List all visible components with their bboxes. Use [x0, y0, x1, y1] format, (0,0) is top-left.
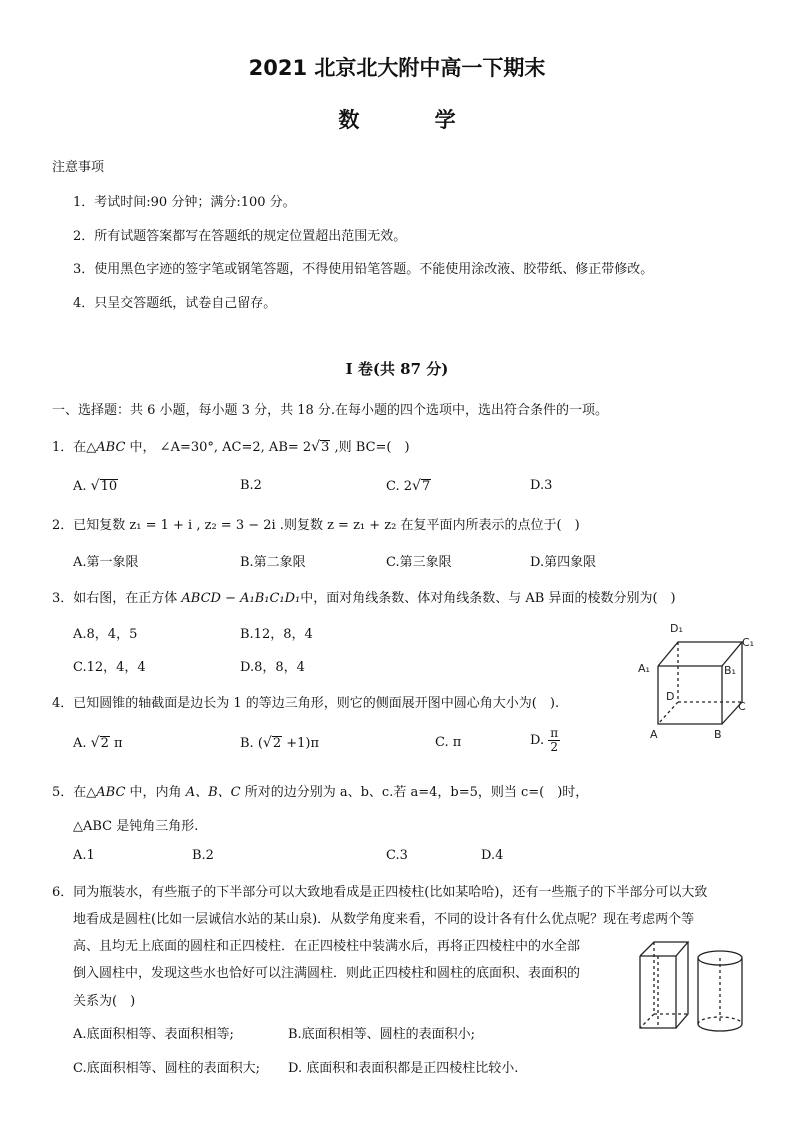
q4-b-post: +1)π	[282, 736, 320, 751]
q1-post: ,则 BC=( )	[330, 440, 410, 455]
question-6-line4: 倒入圆柱中，发现这些水也恰好可以注满圆柱．则此正四棱柱和圆柱的底面积、表面积的	[73, 966, 581, 981]
q5-triangle: ABC	[96, 785, 126, 800]
subject-title: 数 学	[338, 108, 490, 132]
question-5-line2: △ABC 是钝角三角形.	[73, 819, 199, 834]
q5-option-b: B.2	[192, 848, 214, 863]
cylinder-sketch	[698, 951, 742, 1031]
q2-option-c: C.第三象限	[386, 555, 452, 570]
q5-option-c: C.3	[386, 848, 408, 863]
question-1-stem: 1．在△ABC 中， ∠A=30°, AC=2, AB= 2√3 ,则 BC=( )	[52, 439, 410, 455]
q4-d-fraction	[548, 727, 560, 754]
q3-option-b: B.12，8，4	[240, 627, 313, 642]
q4-a-radicand: 2	[100, 736, 109, 751]
q6-option-b: B.底面积相等、圆柱的表面积小;	[288, 1027, 476, 1042]
label-b1: B₁	[724, 664, 736, 677]
label-b: B	[714, 728, 722, 741]
q2-option-d: D.第四象限	[530, 555, 597, 570]
q4-a-pre: A.	[73, 736, 91, 751]
q3-pre: 3．如右图，在正方体	[52, 591, 182, 606]
q4-option-c: C. π	[435, 735, 462, 750]
q1-option-c: C. 2√7	[386, 478, 431, 494]
section-title: I 卷(共 87 分)	[345, 360, 449, 378]
q5-option-a: A.1	[73, 848, 95, 863]
question-6-line3: 高、且均无上底面的圆柱和正四棱柱．在正四棱柱中装满水后，再将正四棱柱中的水全部	[73, 939, 581, 954]
question-6-line1: 6．同为瓶装水，有些瓶子的下半部分可以大致地看成是正四棱柱(比如某哈哈)，还有一些瓶子的下半部分可以大致	[52, 885, 708, 900]
question-5-stem	[52, 781, 588, 800]
page-title: 2021 北京北大附中高一下期末	[248, 56, 546, 80]
label-d: D	[666, 690, 675, 703]
q1-a-pre: A.	[73, 479, 91, 494]
label-a1: A₁	[638, 662, 650, 675]
label-d1: D₁	[670, 622, 683, 635]
q5-angles: A、B、C	[185, 785, 241, 800]
q4-option-d	[530, 727, 560, 754]
q3-option-a: A.8，4，5	[73, 627, 138, 642]
q3-post: 中，面对角线条数、体对角线条数、与 AB 异面的棱数分别为( )	[300, 591, 676, 606]
label-c: C	[738, 700, 746, 713]
q6-option-c: C.底面积相等、圆柱的表面积大;	[73, 1061, 260, 1076]
q1-option-a: A. √10	[73, 478, 118, 494]
q6-option-d: D. 底面积和表面积都是正四棱柱比较小.	[288, 1061, 519, 1076]
q4-option-b: B. (√2 +1)π	[240, 735, 320, 751]
note-item-3: 3．使用黑色字迹的签字笔或钢笔答题，不得使用铅笔答题。不能使用涂改液、胶带纸、修正带修改。	[73, 262, 654, 277]
q1-option-d: D.3	[530, 478, 553, 493]
notes-heading: 注意事项	[52, 160, 105, 175]
question-3-stem	[52, 587, 676, 606]
q3-option-c: C.12，4，4	[73, 660, 146, 675]
q5-mid: 中，内角	[125, 785, 186, 800]
q1-option-b: B.2	[240, 478, 262, 493]
q1-pre: 1．在△	[52, 440, 97, 455]
question-4-stem: 4．已知圆锥的轴截面是边长为 1 的等边三角形，则它的侧面展开图中圆心角大小为( ).	[52, 696, 560, 711]
q2-option-b: B.第二象限	[240, 555, 306, 570]
q1-mid: 中， ∠A=30°, AC=2, AB= 2	[125, 440, 312, 455]
note-item-1: 1．考试时间:90 分钟；满分:100 分。	[73, 195, 296, 210]
cube-figure	[636, 612, 766, 744]
section-instruction: 一、选择题：共 6 小题，每小题 3 分，共 18 分.在每小题的四个选项中，选出符合条件的一项。	[52, 403, 609, 418]
label-c1: C₁	[742, 636, 755, 649]
q4-option-a: A. √2 π	[73, 735, 123, 751]
question-2-stem: 2．已知复数 z₁ = 1 + i , z₂ = 3 − 2i .则复数 z = z₁ + z₂ 在复平面内所表示的点位于( )	[52, 518, 580, 533]
q1-a-radicand: 10	[100, 479, 118, 494]
q1-radicand: 3	[321, 440, 330, 455]
prism-cylinder-figure	[632, 936, 750, 1036]
q1-c-pre: C. 2	[386, 479, 413, 494]
square-prism-sketch	[640, 942, 688, 1028]
q1-triangle: ABC	[96, 440, 126, 455]
note-item-4: 4．只呈交答题纸，试卷自己留存。	[73, 296, 277, 311]
q5-pre: 5．在△	[52, 785, 97, 800]
q4-d-denominator: 2	[550, 740, 558, 755]
question-6-line2: 地看成是圆柱(比如一层诚信水站的某山泉)．从数学角度来看，不同的设计各有什么优点呢？现在考虑两个等	[73, 912, 695, 927]
q6-option-a: A.底面积相等、表面积相等;	[73, 1027, 234, 1042]
q4-b-pre: B. (	[240, 736, 263, 751]
q3-option-d: D.8，8，4	[240, 660, 305, 675]
q1-c-radicand: 7	[421, 479, 431, 494]
q2-option-a: A.第一象限	[73, 555, 139, 570]
q4-d-pre: D.	[530, 733, 549, 749]
q5-option-d: D.4	[481, 848, 504, 863]
question-6-line5: 关系为( )	[73, 994, 136, 1009]
q4-d-numerator: π	[550, 726, 559, 740]
q4-a-post: π	[109, 736, 123, 751]
q4-b-radicand: 2	[272, 736, 282, 751]
note-item-2: 2．所有试题答案都写在答题纸的规定位置超出范围无效。	[73, 229, 407, 244]
label-a: A	[650, 728, 658, 741]
q5-post: 所对的边分别为 a、b、c.若 a=4，b=5，则当 c=( )时，	[240, 785, 589, 800]
q3-cube-name: ABCD − A₁B₁C₁D₁	[181, 591, 301, 606]
